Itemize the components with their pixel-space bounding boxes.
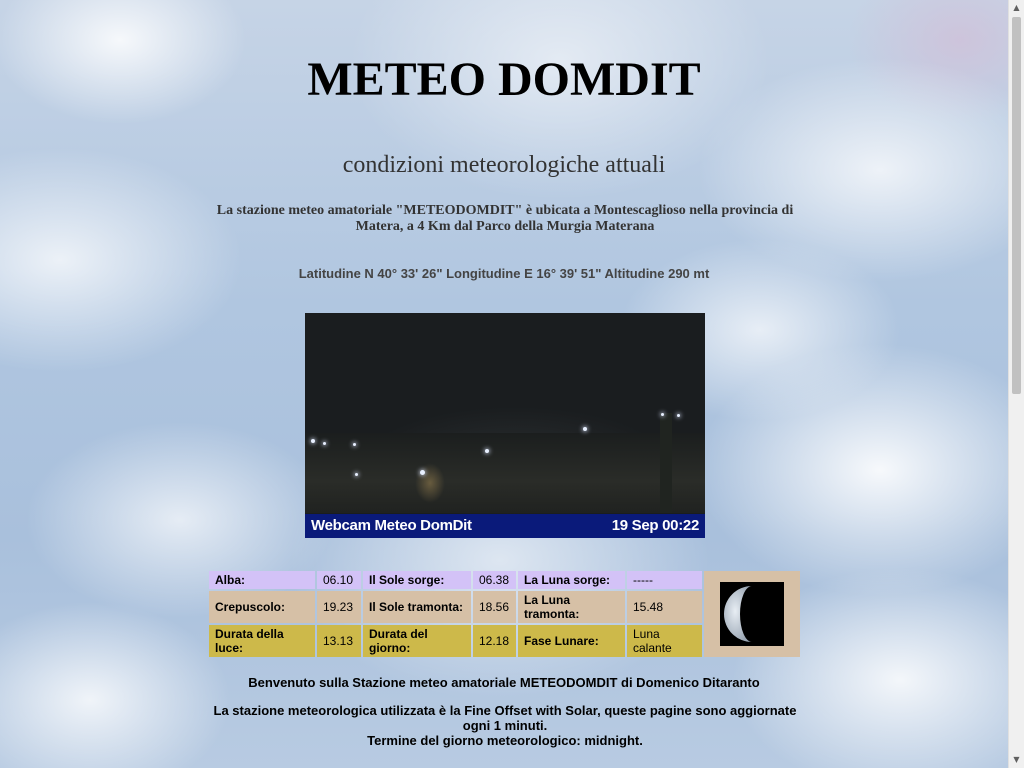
vertical-scrollbar[interactable] bbox=[1008, 0, 1024, 768]
webcam-scene-lamp bbox=[415, 463, 445, 503]
page-subtitle: condizioni meteorologiche attuali bbox=[342, 152, 666, 178]
daylight-duration-value: 13.13 bbox=[317, 625, 361, 657]
moonset-label: La Luna tramonta: bbox=[518, 591, 625, 623]
moonrise-label: La Luna sorge: bbox=[518, 571, 625, 589]
moon-phase-label: Fase Lunare: bbox=[518, 625, 625, 657]
webcam-scene-tower bbox=[660, 413, 672, 513]
twilight-label: Crepuscolo: bbox=[209, 591, 315, 623]
sunset-value: 18.56 bbox=[473, 591, 516, 623]
webcam-image[interactable] bbox=[305, 313, 705, 538]
sunset-label: Il Sole tramonta: bbox=[363, 591, 471, 623]
webcam-caption-timestamp: 19 Sep 00:22 bbox=[611, 517, 699, 534]
webcam-light bbox=[323, 442, 326, 445]
table-row bbox=[209, 571, 800, 589]
station-info-text: La stazione meteorologica utilizzata è la Fine Offset with Solar, queste pagine sono aggiornate ogni 1 minuti. bbox=[213, 703, 797, 733]
webcam-caption-title: Webcam Meteo DomDit bbox=[311, 517, 472, 534]
scrollbar-thumb[interactable] bbox=[1012, 17, 1021, 394]
webcam-light bbox=[661, 413, 664, 416]
station-coordinates: Latitudine N 40° 33' 26" Longitudine E 16° 39' 51" Altitudine 290 mt bbox=[298, 266, 710, 281]
webcam-scene-ground bbox=[305, 433, 705, 513]
webcam-light bbox=[583, 427, 587, 431]
sunrise-value: 06.38 bbox=[473, 571, 516, 589]
dawn-label: Alba: bbox=[209, 571, 315, 589]
moon-phase-value: Luna calante bbox=[627, 625, 702, 657]
station-description: La stazione meteo amatoriale "METEODOMDIT" è ubicata a Montescaglioso nella provincia di Matera, a 4 Km dal Parco della Murgia Materana bbox=[216, 203, 794, 234]
station-info bbox=[200, 703, 810, 748]
webcam-light bbox=[420, 470, 425, 475]
astro-table bbox=[207, 569, 802, 659]
moon-phase-cell bbox=[704, 571, 800, 657]
webcam-light bbox=[485, 449, 489, 453]
day-length-label: Durata del giorno: bbox=[363, 625, 471, 657]
page-title: METEO DOMDIT bbox=[307, 53, 701, 106]
sunrise-label: Il Sole sorge: bbox=[363, 571, 471, 589]
waning-moon-icon bbox=[720, 582, 784, 646]
webcam-caption bbox=[305, 514, 705, 538]
welcome-text: Benvenuto sulla Stazione meteo amatoriale METEODOMDIT di Domenico Ditaranto bbox=[248, 675, 760, 690]
scroll-down-arrow-icon[interactable]: ▼ bbox=[1013, 755, 1020, 764]
webcam-light bbox=[677, 414, 680, 417]
dawn-value: 06.10 bbox=[317, 571, 361, 589]
day-end-text: Termine del giorno meteorologico: midnight. bbox=[367, 733, 643, 748]
scroll-up-arrow-icon[interactable]: ▲ bbox=[1013, 3, 1020, 12]
webcam-light bbox=[353, 443, 356, 446]
moonrise-value: ----- bbox=[627, 571, 702, 589]
moonset-value: 15.48 bbox=[627, 591, 702, 623]
webcam-light bbox=[355, 473, 358, 476]
day-length-value: 12.18 bbox=[473, 625, 516, 657]
twilight-value: 19.23 bbox=[317, 591, 361, 623]
webcam-light bbox=[311, 439, 315, 443]
daylight-duration-label: Durata della luce: bbox=[209, 625, 315, 657]
